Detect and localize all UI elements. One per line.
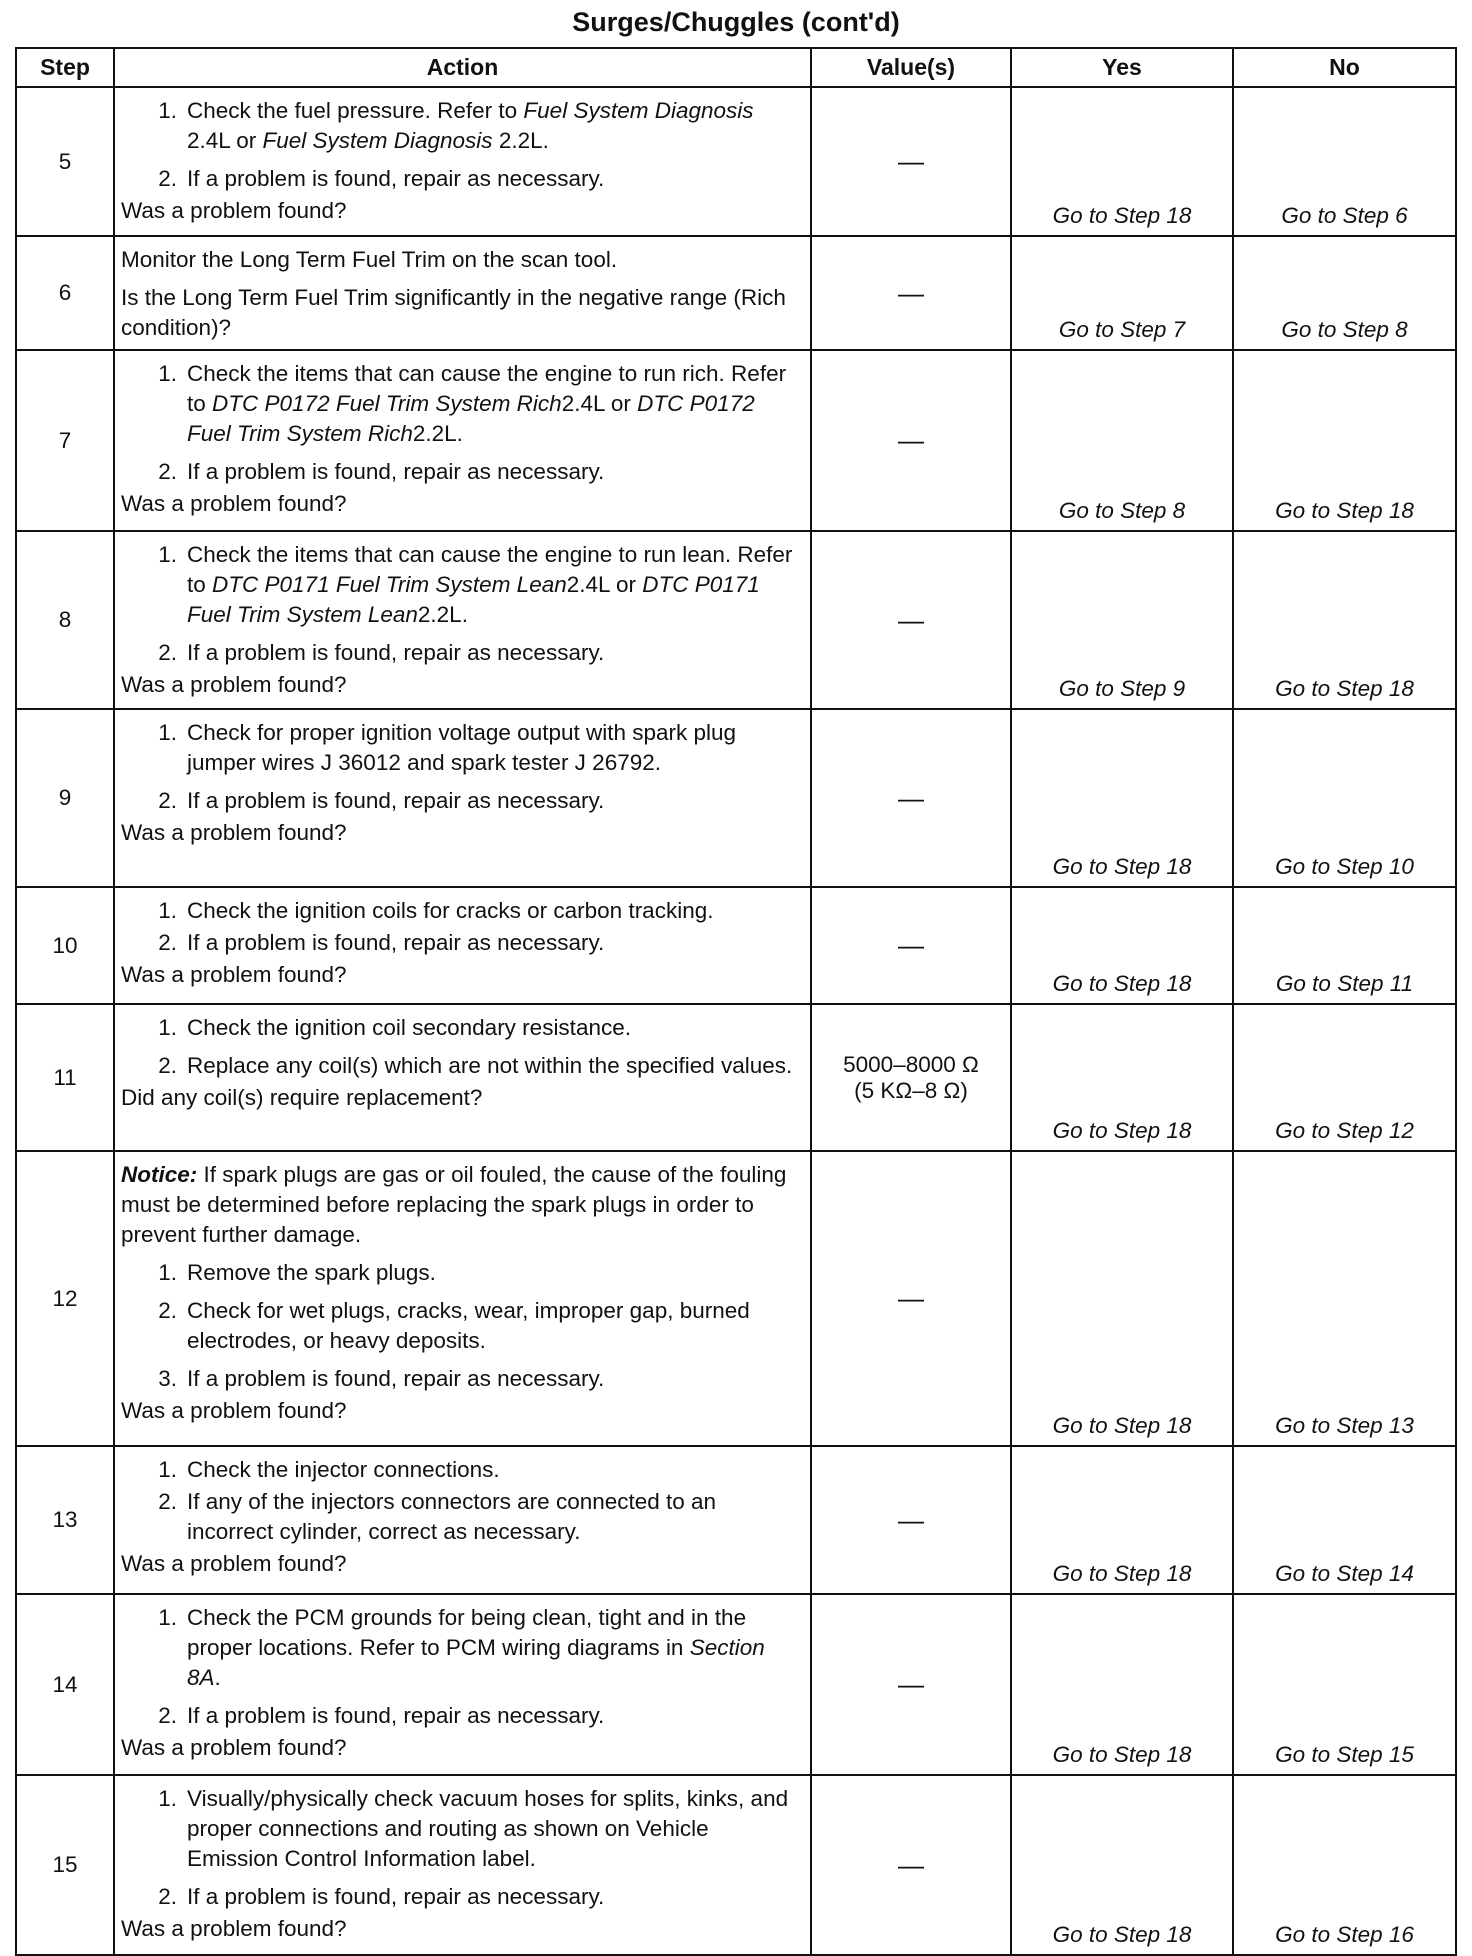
resistance-value-alt: (5 KΩ–8 Ω)	[854, 1077, 968, 1103]
no-link[interactable]: Go to Step 18	[1233, 531, 1456, 709]
resistance-value: 5000–8000 Ω	[843, 1051, 979, 1077]
item-text: If a problem is found, repair as necessary.	[187, 459, 605, 484]
value-cell: —	[811, 350, 1011, 531]
item-number: 1.	[158, 1260, 177, 1285]
yes-link[interactable]: Go to Step 18	[1011, 1594, 1233, 1775]
reference-link: Section 8A	[187, 1635, 765, 1690]
table-row	[16, 350, 1456, 531]
item-text: Check the items that can cause the engine to run lean. Refer to DTC P0171 Fuel Trim System Lean2.4L or DTC P0171 Fuel Trim System Lean2.2L.	[187, 542, 793, 627]
table-header-row	[16, 48, 1456, 87]
step-number: 7	[16, 350, 114, 531]
item-text: Replace any coil(s) which are not within the specified values.	[187, 1053, 793, 1078]
question-text: Was a problem found?	[121, 962, 347, 987]
reference-link: DTC P0171 Fuel Trim System Lean	[187, 572, 760, 627]
action-cell	[114, 1594, 811, 1775]
step-number: 5	[16, 87, 114, 236]
item-text: Visually/physically check vacuum hoses for splits, kinks, and proper connections and routing as shown on Vehicle Emission Control Information label.	[187, 1786, 789, 1871]
item-text: If a problem is found, repair as necessary.	[187, 1703, 605, 1728]
item-text: Remove the spark plugs.	[187, 1260, 436, 1285]
step-number: 15	[16, 1775, 114, 1955]
item-number: 2.	[158, 640, 177, 665]
action-item	[121, 1784, 802, 1874]
action-item	[121, 786, 802, 816]
question-text: Is the Long Term Fuel Trim significantly in the negative range (Rich condition)?	[121, 285, 786, 340]
diagnostic-table	[15, 47, 1457, 1956]
item-number: 1.	[158, 1786, 177, 1811]
step-number: 10	[16, 887, 114, 1004]
page-title: Surges/Chuggles (cont'd)	[572, 7, 900, 37]
no-link[interactable]: Go to Step 18	[1233, 350, 1456, 531]
notice-text: Notice: If spark plugs are gas or oil fouled, the cause of the fouling must be determined before replacing the spark plugs in order to prevent further damage.	[121, 1162, 787, 1247]
no-link[interactable]: Go to Step 6	[1233, 87, 1456, 236]
question-text: Was a problem found?	[121, 198, 347, 223]
action-item	[121, 1051, 802, 1081]
action-item	[121, 1258, 802, 1288]
no-link[interactable]: Go to Step 16	[1233, 1775, 1456, 1955]
item-number: 1.	[158, 542, 177, 567]
yes-link[interactable]: Go to Step 18	[1011, 87, 1233, 236]
value-cell	[811, 1004, 1011, 1151]
step-number: 9	[16, 709, 114, 887]
header-no: No	[1233, 48, 1456, 87]
table-row	[16, 236, 1456, 350]
no-link[interactable]: Go to Step 8	[1233, 236, 1456, 350]
no-link[interactable]: Go to Step 12	[1233, 1004, 1456, 1151]
action-cell	[114, 350, 811, 531]
header-action: Action	[114, 48, 811, 87]
reference-link: Fuel System Diagnosis	[523, 98, 754, 123]
yes-link[interactable]: Go to Step 18	[1011, 1151, 1233, 1446]
action-item	[121, 96, 802, 156]
action-item	[121, 928, 802, 958]
question-text: Was a problem found?	[121, 1735, 347, 1760]
action-cell	[114, 1775, 811, 1955]
action-item	[121, 638, 802, 668]
value-cell: —	[811, 1446, 1011, 1594]
yes-link[interactable]: Go to Step 8	[1011, 350, 1233, 531]
yes-link[interactable]: Go to Step 18	[1011, 1004, 1233, 1151]
yes-link[interactable]: Go to Step 18	[1011, 1775, 1233, 1955]
action-item	[121, 164, 802, 194]
question-text: Was a problem found?	[121, 1398, 347, 1423]
reference-link: DTC P0171 Fuel Trim System Lean	[212, 572, 567, 597]
reference-link: Fuel System Diagnosis	[262, 128, 493, 153]
item-text: Check the injector connections.	[187, 1457, 500, 1482]
value-cell: —	[811, 87, 1011, 236]
value-cell: —	[811, 531, 1011, 709]
table-row	[16, 1151, 1456, 1446]
item-text: Check the fuel pressure. Refer to Fuel System Diagnosis 2.4L or Fuel System Diagnosis 2.2L.	[187, 98, 754, 153]
item-text: Check the ignition coils for cracks or carbon tracking.	[187, 898, 714, 923]
item-number: 2.	[158, 1298, 177, 1323]
question-text: Did any coil(s) require replacement?	[121, 1085, 483, 1110]
no-link[interactable]: Go to Step 11	[1233, 887, 1456, 1004]
item-text: If a problem is found, repair as necessary.	[187, 1884, 605, 1909]
step-number: 13	[16, 1446, 114, 1594]
action-item	[121, 1487, 802, 1547]
question-text: Was a problem found?	[121, 820, 347, 845]
step-number: 12	[16, 1151, 114, 1446]
item-text: Check for proper ignition voltage output with spark plug jumper wires J 36012 and spark tester J 26792.	[187, 720, 737, 775]
yes-link[interactable]: Go to Step 7	[1011, 236, 1233, 350]
no-link[interactable]: Go to Step 13	[1233, 1151, 1456, 1446]
item-number: 1.	[158, 98, 177, 123]
reference-link: DTC P0172 Fuel Trim System Rich	[187, 391, 755, 446]
notice-label: Notice:	[121, 1162, 198, 1187]
item-number: 2.	[158, 166, 177, 191]
item-number: 1.	[158, 898, 177, 923]
table-row	[16, 887, 1456, 1004]
item-text: If a problem is found, repair as necessary.	[187, 930, 605, 955]
action-item	[121, 1455, 802, 1485]
item-number: 2.	[158, 459, 177, 484]
item-text: If a problem is found, repair as necessary.	[187, 1366, 605, 1391]
item-text: Check the PCM grounds for being clean, tight and in the proper locations. Refer to PCM wiring diagrams in Section 8A.	[187, 1605, 765, 1690]
action-item	[121, 1013, 802, 1043]
action-cell	[114, 1004, 811, 1151]
step-number: 8	[16, 531, 114, 709]
item-number: 1.	[158, 720, 177, 745]
action-cell	[114, 531, 811, 709]
no-link[interactable]: Go to Step 10	[1233, 709, 1456, 887]
item-number: 1.	[158, 1457, 177, 1482]
question-text: Was a problem found?	[121, 1551, 347, 1576]
item-number: 2.	[158, 1884, 177, 1909]
item-number: 1.	[158, 1015, 177, 1040]
table-row	[16, 1004, 1456, 1151]
action-item	[121, 1364, 802, 1394]
item-text: If a problem is found, repair as necessary.	[187, 788, 605, 813]
item-text: If any of the injectors connectors are connected to an incorrect cylinder, correct as necessary.	[187, 1489, 717, 1544]
item-number: 1.	[158, 1605, 177, 1630]
no-link[interactable]: Go to Step 14	[1233, 1446, 1456, 1594]
action-cell	[114, 1446, 811, 1594]
table-row	[16, 1775, 1456, 1955]
action-item	[121, 896, 802, 926]
header-value: Value(s)	[811, 48, 1011, 87]
action-cell	[114, 87, 811, 236]
action-item	[121, 457, 802, 487]
item-text: If a problem is found, repair as necessary.	[187, 640, 605, 665]
item-text: If a problem is found, repair as necessary.	[187, 166, 605, 191]
question-text: Was a problem found?	[121, 672, 347, 697]
header-yes: Yes	[1011, 48, 1233, 87]
question-text: Was a problem found?	[121, 1916, 347, 1941]
table-row	[16, 531, 1456, 709]
item-text: Check the items that can cause the engine to run rich. Refer to DTC P0172 Fuel Trim System Rich2.4L or DTC P0172 Fuel Trim System Rich2.2L.	[187, 361, 787, 446]
action-cell	[114, 887, 811, 1004]
item-number: 2.	[158, 788, 177, 813]
value-cell: —	[811, 236, 1011, 350]
action-item	[121, 718, 802, 778]
action-item	[121, 359, 802, 449]
yes-link[interactable]: Go to Step 18	[1011, 887, 1233, 1004]
action-cell	[114, 236, 811, 350]
item-number: 2.	[158, 1703, 177, 1728]
item-number: 2.	[158, 1053, 177, 1078]
yes-link[interactable]: Go to Step 18	[1011, 1446, 1233, 1594]
item-text: Check for wet plugs, cracks, wear, improper gap, burned electrodes, or heavy deposits.	[187, 1298, 750, 1353]
value-cell: —	[811, 1151, 1011, 1446]
item-text: Check the ignition coil secondary resistance.	[187, 1015, 631, 1040]
header-step: Step	[16, 48, 114, 87]
table-row	[16, 1446, 1456, 1594]
value-cell: —	[811, 1594, 1011, 1775]
action-item	[121, 1603, 802, 1693]
yes-link[interactable]: Go to Step 18	[1011, 709, 1233, 887]
item-number: 3.	[158, 1366, 177, 1391]
value-cell: —	[811, 709, 1011, 887]
question-text: Was a problem found?	[121, 491, 347, 516]
step-number: 14	[16, 1594, 114, 1775]
item-number: 1.	[158, 361, 177, 386]
yes-link[interactable]: Go to Step 9	[1011, 531, 1233, 709]
step-number: 11	[16, 1004, 114, 1151]
action-cell	[114, 1151, 811, 1446]
item-number: 2.	[158, 930, 177, 955]
action-item	[121, 540, 802, 630]
value-cell: —	[811, 887, 1011, 1004]
action-text: Monitor the Long Term Fuel Trim on the scan tool.	[121, 247, 618, 272]
step-number: 6	[16, 236, 114, 350]
action-item	[121, 1882, 802, 1912]
table-row	[16, 709, 1456, 887]
value-cell: —	[811, 1775, 1011, 1955]
action-cell	[114, 709, 811, 887]
action-item	[121, 1701, 802, 1731]
table-row	[16, 87, 1456, 236]
reference-link: DTC P0172 Fuel Trim System Rich	[212, 391, 562, 416]
no-link[interactable]: Go to Step 15	[1233, 1594, 1456, 1775]
item-number: 2.	[158, 1489, 177, 1514]
table-row	[16, 1594, 1456, 1775]
action-item	[121, 1296, 802, 1356]
